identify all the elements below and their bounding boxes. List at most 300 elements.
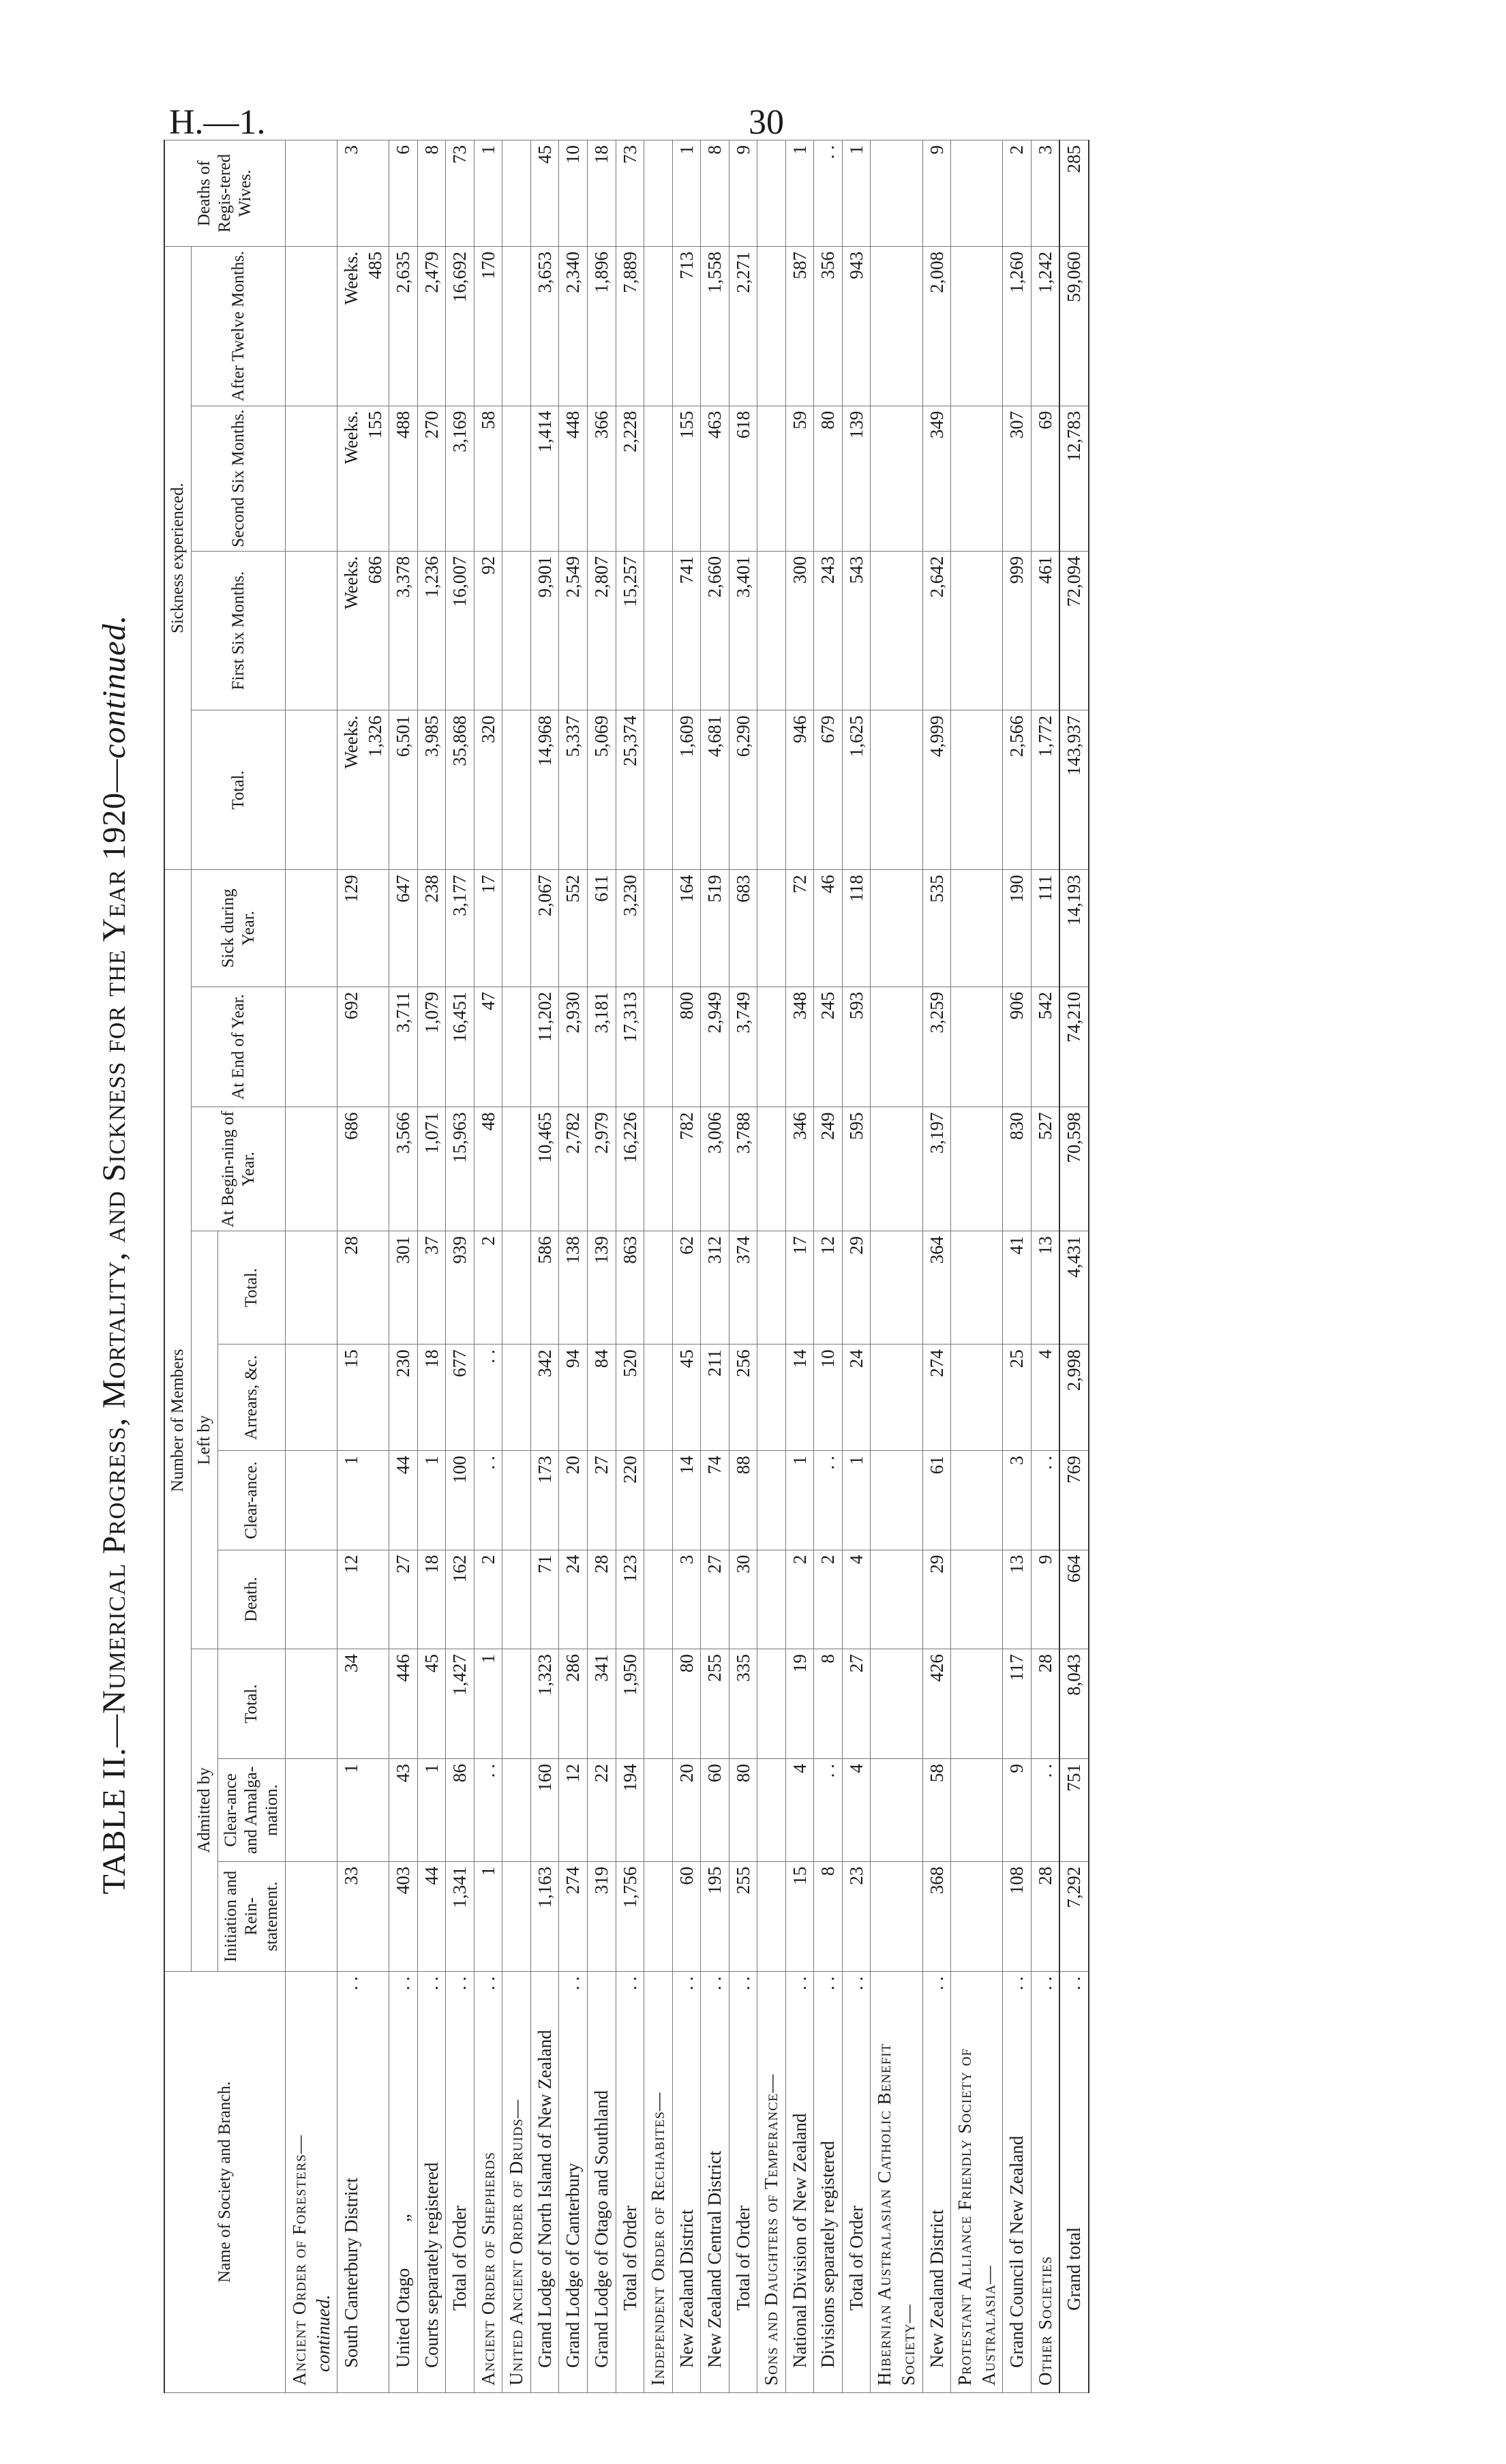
table-title-main: TABLE II.—Numerical Progress, Mortality, and Sickness for the Year 1920— [96,758,132,1895]
cell-left-total [446,1231,475,1344]
cell-admitted-total [1003,1649,1031,1759]
empty-cell [286,710,337,870]
cell-left-total [922,1231,951,1344]
cell-left-total [530,1231,559,1344]
cell-value: 2,807 [591,556,612,598]
cell-value: 18 [421,1554,442,1574]
cell-value: 73 [449,145,470,164]
cell-at-end [559,987,588,1107]
cell-initiation [729,1861,757,1971]
empty-cell [757,1759,786,1862]
cell-value: 1 [421,1764,442,1773]
cell-first-six [337,551,389,710]
cell-value: 683 [732,875,753,903]
cell-after-twelve [446,246,475,406]
cell-value: 46 [817,875,839,894]
cell-sick-total [1031,710,1059,870]
group-name: Independent Order of Rechabites— [648,2092,669,2386]
empty-cell [644,1451,673,1550]
cell-value: 2,549 [562,556,584,598]
cell-value: 374 [732,1236,753,1264]
row-label [644,1971,673,2392]
cell-value: 3,985 [421,715,442,757]
cell-at-beginning [842,1107,871,1231]
empty-cell [502,987,531,1107]
cell-after-twelve [337,246,389,406]
cell-sick-during [417,870,446,987]
empty-cell [644,1759,673,1862]
cell-deaths-wives [922,140,951,247]
cell-value: 230 [393,1349,414,1377]
cell-value: 3,749 [732,991,753,1034]
cell-deaths-wives [559,140,588,247]
cell-value: 139 [591,1236,612,1264]
cell-value: 1,341 [449,1866,470,1908]
row-label-text: Total of Order [845,2205,867,2311]
cell-at-end [446,987,475,1107]
cell-after-twelve [1031,246,1059,406]
cell-clearance-amalgamation [588,1759,616,1862]
cell-second-six [842,406,871,551]
cell-death [417,1550,446,1649]
cell-value: 2,782 [562,1112,584,1154]
cell-clearance-amalgamation [814,1759,843,1862]
cell-value: 1,414 [534,410,555,453]
cell-second-six [446,406,475,551]
cell-sick-during [588,870,616,987]
cell-sick-total [922,710,951,870]
cell-clearance-amalgamation [842,1759,871,1862]
col-left-by: Left by [192,1231,218,1649]
cell-second-six [616,406,644,551]
cell-value: 946 [789,715,810,743]
cell-value: 13 [1006,1554,1027,1574]
cell-clearance-amalgamation [922,1759,951,1862]
cell-value: 4 [845,1554,867,1565]
cell-value: 2,642 [926,556,947,598]
cell-initiation [337,1861,389,1971]
cell-value: . . [1034,1456,1055,1470]
cell-value: 274 [562,1866,584,1895]
cell-value: 2,930 [562,991,584,1034]
cell-second-six [559,406,588,551]
cell-value: 769 [1064,1456,1085,1484]
cell-admitted-total [417,1649,446,1759]
cell-at-beginning [417,1107,446,1231]
cell-sick-total [785,710,814,870]
col-second-six: Second Six Months. [192,406,286,551]
cell-value: 25,374 [619,715,640,766]
cell-value: 692 [341,991,362,1020]
cell-after-twelve [814,246,843,406]
cell-second-six [1003,406,1031,551]
leader-dots: . . [341,1976,362,1991]
cell-after-twelve [1059,246,1089,406]
cell-clearance [729,1451,757,1550]
row-label [757,1971,786,2392]
cell-value: 446 [393,1654,414,1682]
cell-first-six [616,551,644,710]
cell-value: 8 [704,145,725,155]
cell-value: 5,069 [591,715,612,757]
empty-cell [502,551,531,710]
cell-second-six [922,406,951,551]
cell-initiation [842,1861,871,1971]
cell-admitted-total [559,1649,588,1759]
empty-cell [757,870,786,987]
cell-value: 8,043 [1064,1654,1085,1696]
cell-value: 1 [341,1764,362,1773]
empty-cell [502,140,531,247]
cell-clearance [389,1451,418,1550]
cell-at-beginning [922,1107,951,1231]
cell-value: 255 [704,1654,725,1682]
empty-cell [286,1231,337,1344]
cell-first-six [814,551,843,710]
cell-value: 14,193 [1064,875,1085,926]
cell-after-twelve [922,246,951,406]
cell-sick-during [1059,870,1089,987]
table-row [701,140,729,2393]
empty-cell [502,246,531,406]
leader-dots: . . [1006,1976,1027,1991]
cell-value: 488 [393,410,414,439]
col-death: Death. [218,1550,286,1649]
cell-value: 1,772 [1034,715,1055,757]
cell-value: 782 [676,1112,697,1140]
empty-cell [644,1231,673,1344]
empty-cell [871,1649,922,1759]
cell-value: 364 [926,1236,947,1264]
cell-value: . . [477,1456,498,1470]
cell-value: 238 [421,875,442,903]
cell-value: 1,625 [845,715,867,757]
grand-total-row [1059,140,1089,2393]
cell-first-six [1031,551,1059,710]
cell-first-six [842,551,871,710]
table-row [559,140,588,2393]
cell-deaths-wives [1059,140,1089,247]
leader-dots: . . [704,1976,725,1991]
cell-deaths-wives [389,140,418,247]
cell-value: 10,465 [534,1112,555,1163]
cell-value: 17,313 [619,991,640,1042]
table-row [588,140,616,2393]
cell-value: 1,950 [619,1654,640,1696]
cell-value: 943 [845,251,867,280]
page-number: 30 [749,103,784,142]
cell-admitted-total [785,1649,814,1759]
cell-initiation [701,1861,729,1971]
empty-cell [951,1107,1003,1231]
cell-value: 16,692 [449,251,470,303]
cell-value: 543 [845,556,867,584]
cell-clearance [922,1451,951,1550]
cell-value: 830 [1006,1112,1027,1140]
empty-cell [871,1759,922,1862]
cell-value: 366 [591,410,612,439]
cell-value: 44 [393,1456,414,1475]
cell-value: 72,094 [1064,556,1085,607]
cell-value: 274 [926,1349,947,1377]
cell-sick-total [559,710,588,870]
cell-second-six [814,406,843,551]
cell-arrears [842,1344,871,1451]
cell-first-six [389,551,418,710]
cell-admitted-total [389,1649,418,1759]
empty-cell [286,1550,337,1649]
cell-death [1003,1550,1031,1649]
cell-value: 155 [364,410,385,439]
table-body [286,140,1089,2393]
cell-clearance-amalgamation [337,1759,389,1862]
empty-cell [644,406,673,551]
empty-cell [871,870,922,987]
col-left-total: Total. [218,1231,286,1344]
cell-clearance [337,1451,389,1550]
cell-first-six [559,551,588,710]
empty-cell [871,987,922,1107]
cell-at-end [474,987,502,1107]
cell-clearance-amalgamation [474,1759,502,1862]
cell-admitted-total [672,1649,701,1759]
cell-value: 1 [789,145,810,155]
cell-value: 677 [449,1349,470,1377]
empty-cell [951,140,1003,247]
cell-value: 2 [789,1554,810,1565]
row-label-text: Total of Order [732,2205,753,2311]
document-reference: H.—1. [169,103,266,142]
col-deaths-wives: Deaths of Regis-tered Wives. [164,140,286,247]
cell-sick-during [389,870,418,987]
cell-value: 61 [926,1456,947,1475]
cell-deaths-wives [672,140,701,247]
cell-value: 143,937 [1064,715,1085,776]
cell-value: 74 [704,1456,725,1475]
cell-arrears [1003,1344,1031,1451]
cell-left-total [729,1231,757,1344]
cell-value: 15 [789,1866,810,1885]
cell-value: 999 [1006,556,1027,584]
col-at-end: At End of Year. [192,987,286,1107]
cell-value: 14,968 [534,715,555,766]
cell-value: 741 [676,556,697,584]
cell-arrears [446,1344,475,1451]
empty-cell [644,1550,673,1649]
cell-value: 15 [341,1349,362,1368]
cell-value: 3,006 [704,1112,725,1154]
cell-death [446,1550,475,1649]
cell-value: 4 [1034,1349,1055,1359]
cell-value: 335 [732,1654,753,1682]
cell-at-end [417,987,446,1107]
empty-cell [871,551,922,710]
empty-cell [951,246,1003,406]
empty-cell [644,870,673,987]
cell-value: 346 [789,1112,810,1140]
cell-value: 3,566 [393,1112,414,1154]
row-label-text: New Zealand District [676,2209,697,2368]
cell-value: 3 [1034,145,1055,155]
weeks-unit-label: Weeks. [341,251,362,305]
cell-value: 24 [562,1554,584,1574]
cell-at-beginning [474,1107,502,1231]
row-label-text: Grand total [1064,2227,1085,2311]
cell-value: 1,071 [421,1112,442,1154]
cell-deaths-wives [530,140,559,247]
row-label [814,1971,843,2392]
cell-value: 8 [817,1654,839,1664]
cell-value: 13 [1034,1236,1055,1255]
cell-value: 520 [619,1349,640,1377]
total-row [729,140,757,2393]
table-row [785,140,814,2393]
cell-value: 307 [1006,410,1027,439]
cell-value: 341 [591,1654,612,1682]
cell-death [1031,1550,1059,1649]
cell-value: 59 [789,410,810,430]
empty-cell [757,1649,786,1759]
cell-value: 12,783 [1064,410,1085,462]
cell-value: 211 [704,1349,725,1377]
cell-value: 27 [704,1554,725,1574]
group-header-row [871,140,922,2393]
weeks-unit-label: Weeks. [341,410,362,464]
cell-at-end [922,987,951,1107]
col-clearance: Clear-ance. [218,1451,286,1550]
cell-value: 6 [393,145,414,155]
cell-at-end [701,987,729,1107]
cell-first-six [588,551,616,710]
cell-sick-total [1003,710,1031,870]
cell-sick-during [474,870,502,987]
cell-value: 48 [477,1112,498,1131]
cell-left-total [1031,1231,1059,1344]
empty-cell [951,406,1003,551]
row-label [530,1971,559,2392]
empty-cell [757,1550,786,1649]
cell-value: 160 [534,1764,555,1792]
cell-arrears [559,1344,588,1451]
cell-second-six [672,406,701,551]
cell-deaths-wives [474,140,502,247]
cell-value: 45 [534,145,555,164]
cell-arrears [337,1344,389,1451]
row-label-text: Grand Lodge of Otago and Southland [591,2090,612,2368]
cell-first-six [922,551,951,710]
empty-cell [951,1231,1003,1344]
row-label [842,1971,871,2392]
row-label-text: New Zealand District [926,2209,947,2368]
cell-sick-during [530,870,559,987]
cell-value: 194 [619,1764,640,1792]
cell-value: 58 [926,1764,947,1783]
cell-after-twelve [729,246,757,406]
cell-value: 1 [845,1456,867,1465]
cell-value: 80 [676,1654,697,1673]
cell-sick-during [814,870,843,987]
cell-value: 12 [341,1554,362,1574]
cell-value: 27 [845,1654,867,1673]
empty-cell [644,710,673,870]
cell-value: 84 [591,1349,612,1368]
leader-dots: . . [1064,1976,1085,1991]
cell-value: 23 [845,1866,867,1885]
cell-at-end [1031,987,1059,1107]
cell-first-six [1059,551,1089,710]
row-label [588,1971,616,2392]
cell-value: 542 [1034,991,1055,1020]
cell-at-beginning [530,1107,559,1231]
society-row [474,140,502,2393]
empty-cell [286,1107,337,1231]
row-label [871,1971,922,2392]
cell-value: 2,635 [393,251,414,293]
cell-value: 62 [676,1236,697,1255]
cell-death [701,1550,729,1649]
cell-death [1059,1550,1089,1649]
empty-cell [757,1344,786,1451]
cell-sick-total [616,710,644,870]
cell-initiation [559,1861,588,1971]
cell-admitted-total [588,1649,616,1759]
cell-value: 43 [393,1764,414,1783]
cell-clearance-amalgamation [701,1759,729,1862]
empty-cell [871,1550,922,1649]
cell-value: 4,431 [1064,1236,1085,1278]
total-row [842,140,871,2393]
cell-arrears [616,1344,644,1451]
leader-dots: . . [1034,1976,1055,1991]
cell-value: 27 [393,1554,414,1574]
cell-value: 20 [562,1456,584,1475]
cell-value: 73 [619,145,640,164]
cell-value: 100 [449,1456,470,1484]
col-number-of-members: Number of Members [164,870,192,1972]
cell-death [530,1550,559,1649]
cell-deaths-wives [785,140,814,247]
empty-cell [951,987,1003,1107]
row-label-text: Total of Order [449,2205,470,2311]
row-label [1003,1971,1031,2392]
cell-clearance [1003,1451,1031,1550]
table-row [814,140,843,2393]
cell-value: 3,169 [449,410,470,453]
cell-value: 28 [341,1236,362,1255]
cell-value: 190 [1006,875,1027,903]
cell-left-total [474,1231,502,1344]
total-row [616,140,644,2393]
row-label [502,1971,531,2392]
cell-value: 448 [562,410,584,439]
cell-at-beginning [729,1107,757,1231]
leader-dots: . . [676,1976,697,1991]
empty-cell [286,1861,337,1971]
cell-clearance-amalgamation [417,1759,446,1862]
empty-cell [757,710,786,870]
cell-left-total [1003,1231,1031,1344]
empty-cell [871,246,922,406]
cell-left-total [701,1231,729,1344]
cell-value: 285 [1064,145,1085,173]
cell-value: 139 [845,410,867,439]
empty-cell [286,246,337,406]
col-name: Name of Society and Branch. [164,1971,286,2392]
cell-value: 1,609 [676,715,697,757]
cell-value: 800 [676,991,697,1020]
row-label [616,1971,644,2392]
empty-cell [951,1649,1003,1759]
